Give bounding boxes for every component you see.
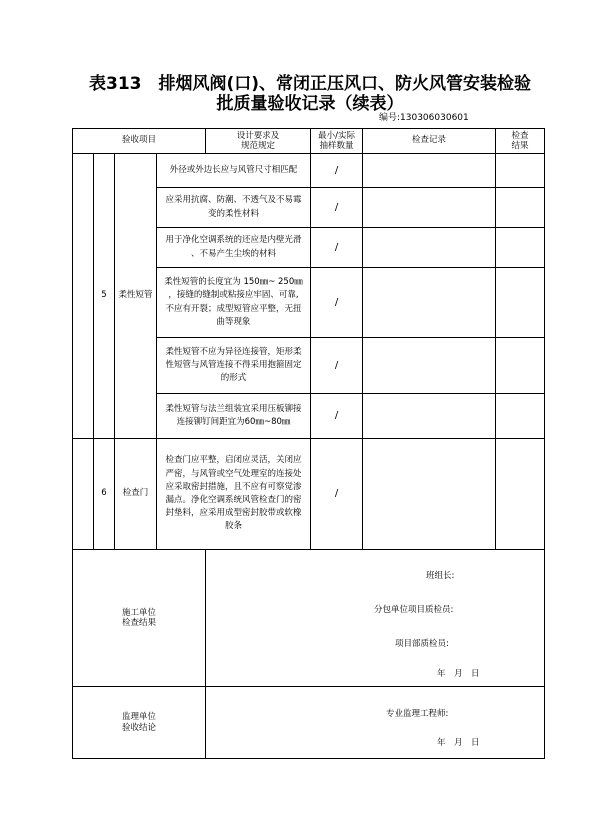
requirement-line: 外径或外边长应与风管尺寸相匹配	[169, 164, 298, 175]
sample-count-cell: /	[311, 268, 363, 338]
record-cell	[363, 154, 496, 188]
requirement-line: 柔性短管与法兰组装宜采用压板铆接	[165, 403, 302, 414]
requirement-line: 漏点。净化空调系统风管检查门的密	[165, 495, 302, 505]
header-result: 检查 结果	[496, 129, 545, 154]
requirement-line: 检查门应平整，启闭应灵活，关闭应	[165, 455, 302, 466]
record-cell	[363, 268, 496, 338]
group-blank-cell	[73, 154, 94, 439]
page-title-line-2: 批质量验收记录（续表）	[216, 94, 404, 114]
construction-date: 年 月 日	[437, 669, 480, 679]
requirement-line: 曲等现象	[216, 316, 251, 327]
supervision-signatures	[206, 687, 545, 759]
requirement-line: 严密，与风管或空气处理室的连接处	[165, 468, 302, 479]
table-row	[73, 439, 545, 550]
requirement-line: 用于净化空调系统的还应是内壁光滑	[165, 235, 302, 246]
record-cell	[363, 394, 496, 439]
requirement-cell	[157, 394, 311, 439]
record-cell	[363, 228, 496, 268]
sample-count-cell: /	[311, 439, 363, 550]
result-cell	[496, 439, 545, 550]
item-name: 柔性短管	[115, 154, 157, 439]
header-row	[73, 129, 545, 154]
result-cell	[496, 338, 545, 394]
construction-row	[73, 550, 545, 687]
result-cell	[496, 268, 545, 338]
sample-count-cell: /	[311, 188, 363, 228]
record-cell	[363, 338, 496, 394]
inspection-table	[72, 128, 545, 759]
item-name: 检查门	[115, 439, 157, 550]
sample-count-cell: /	[311, 338, 363, 394]
requirement-line: 连接铆钉间距宜为60㎜~80㎜	[176, 417, 291, 427]
requirement-line: 柔性短管的长度宜为 150㎜~ 250㎜	[164, 277, 303, 288]
document-number: 编号:130306030601	[379, 113, 469, 123]
requirement-cell	[157, 228, 311, 268]
requirement-line: 柔性短管不应为异径连接管，矩形柔	[165, 346, 302, 357]
requirement-line: 胶条	[225, 521, 243, 532]
requirement-line: 应采用抗腐、防潮、不透气及不易霉	[165, 195, 302, 206]
requirement-line: 封垫料，应采用成型密封胶带或软橡	[165, 508, 302, 519]
requirement-cell	[157, 268, 311, 338]
header-design-req: 设计要求及 规范规定	[206, 129, 311, 154]
record-cell	[363, 188, 496, 228]
result-cell	[496, 394, 545, 439]
header-item: 验收项目	[73, 129, 206, 154]
header-sample: 最小/实际 抽样数量	[311, 129, 363, 154]
requirement-line: 的形式	[220, 373, 247, 384]
supervision-date: 年 月 日	[437, 738, 480, 748]
result-cell	[496, 228, 545, 268]
supervision-label: 监理单位 验收结论	[73, 687, 206, 759]
item-number: 5	[94, 154, 115, 439]
sample-count-cell: /	[311, 394, 363, 439]
project-inspector-label: 项目部质检员:	[395, 639, 449, 649]
construction-signatures	[206, 550, 545, 687]
header-record: 检查记录	[363, 129, 496, 154]
team-leader-label: 班组长:	[426, 571, 455, 581]
construction-label: 施工单位 检查结果	[73, 550, 206, 687]
supervision-row	[73, 687, 545, 759]
record-cell	[363, 439, 496, 550]
table-row	[73, 154, 545, 188]
requirement-cell	[157, 338, 311, 394]
requirement-line: 性短管与风管连接不得采用抱箍固定	[165, 359, 302, 370]
group-blank-cell	[73, 439, 94, 550]
sample-count-cell: /	[311, 154, 363, 188]
requirement-line: 变的柔性材料	[208, 208, 260, 219]
requirement-cell	[157, 188, 311, 228]
sample-count-cell: /	[311, 228, 363, 268]
requirement-cell	[157, 439, 311, 550]
item-rows	[73, 154, 545, 550]
requirement-line: 不应有开裂；成型短管应平整，无扭	[165, 303, 302, 314]
supervisor-label: 专业监理工程师:	[386, 709, 449, 719]
requirement-line: 、不易产生尘埃的材料	[191, 248, 277, 259]
requirement-line: ，接缝的缝制或粘接应牢固、可靠,	[168, 290, 299, 301]
result-cell	[496, 154, 545, 188]
requirement-line: 应采取密封措施，且不应有可察觉渗	[165, 481, 302, 492]
sub-inspector-label: 分包单位项目质检员:	[374, 605, 454, 615]
item-number: 6	[94, 439, 115, 550]
result-cell	[496, 188, 545, 228]
requirement-cell	[157, 154, 311, 188]
page-title-line-1: 表313 排烟风阀(口)、常闭正压风口、防火风管安装检验	[88, 74, 532, 94]
